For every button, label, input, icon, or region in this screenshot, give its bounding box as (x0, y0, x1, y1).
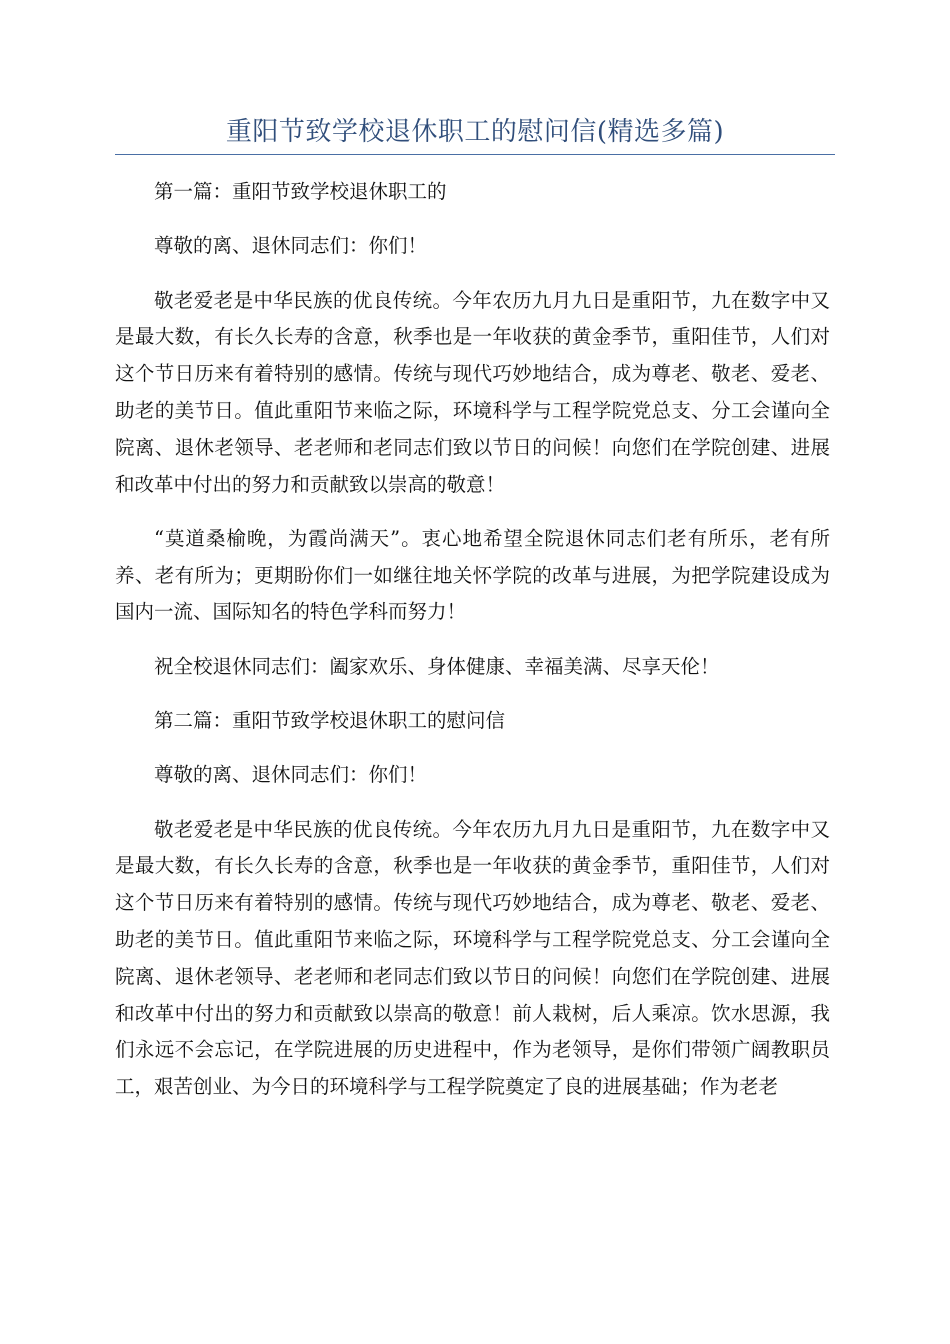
salutation-2: 尊敬的离、退休同志们：你们！ (154, 763, 428, 787)
salutation-1: 尊敬的离、退休同志们：你们！ (154, 234, 428, 258)
document-body (115, 174, 830, 1124)
body-paragraph: 敬老爱老是中华民族的优良传统。今年农历九月九日是重阳节，九在数字中又是最大数，有长久长寿的含意，秋季也是一年收获的黄金季节，重阳佳节，人们对这个节日历来有着特别的感情。传统与现代巧妙地结合，成为尊老、敬老、爱老、助老的美节日。值此重阳节来临之际，环境科学与工程学院党总支、分工会谨向全院离、退休老领导、老老师和老同志们致以节日的问候！向您们在学院创建、进展和改革中付出的努力和贡献致以崇高的敬意！ (115, 288, 830, 496)
body-paragraph: “莫道桑榆晚，为霞尚满天”。衷心地希望全院退休同志们老有所乐，老有所养、老有所为；更期盼你们一如继往地关怀学院的改革与进展，为把学院建设成为国内一流、国际知名的特色学科而努力！ (115, 526, 830, 624)
section-heading-2: 第二篇：重阳节致学校退休职工的慰问信 (154, 709, 506, 733)
body-paragraph: 敬老爱老是中华民族的优良传统。今年农历九月九日是重阳节，九在数字中又是最大数，有长久长寿的含意，秋季也是一年收获的黄金季节，重阳佳节，人们对这个节日历来有着特别的感情。传统与现代巧妙地结合，成为尊老、敬老、爱老、助老的美节日。值此重阳节来临之际，环境科学与工程学院党总支、分工会谨向全院离、退休老领导、老老师和老同志们致以节日的问候！向您们在学院创建、进展和改革中付出的努力和贡献致以崇高的敬意！前人栽树，后人乘凉。饮水思源，我们永远不会忘记，在学院进展的历史进程中，作为老领导，是你们带领广阔教职员工，艰苦创业、为今日的环境科学与工程学院奠定了良的进展基础；作为老老 (115, 817, 830, 1099)
document-title: 重阳节致学校退休职工的慰问信(精选多篇) (225, 117, 725, 147)
closing-wishes: 祝全校退休同志们：阖家欢乐、身体健康、幸福美满、尽享天伦！ (154, 654, 720, 678)
title-underline (115, 154, 835, 155)
section-heading-1: 第一篇：重阳节致学校退休职工的 (154, 180, 447, 203)
